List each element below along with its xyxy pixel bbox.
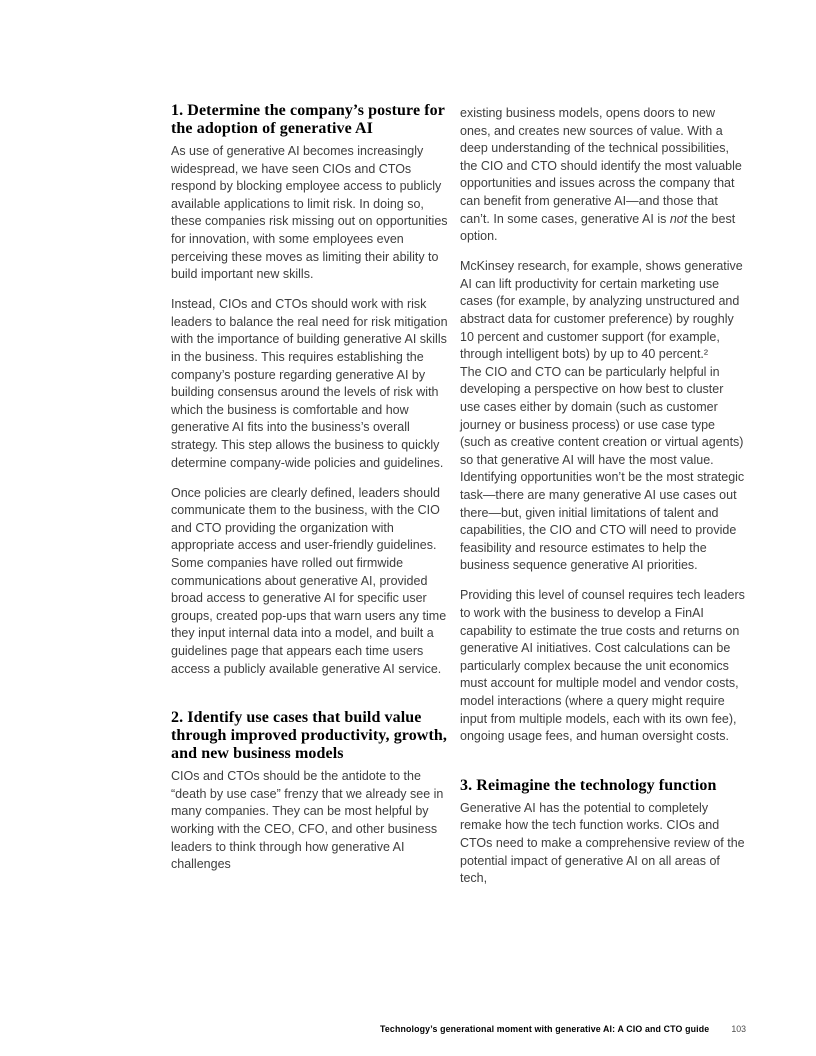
section-1-paragraph-2: Instead, CIOs and CTOs should work with risk leaders to balance the real need for risk mitigation with the importance of building generative AI skills in the business. This requires establishing the company’s posture regarding generative AI by building consensus around the levels of risk with which the business is comfortable and how generative AI fits into the business’s overall strategy. This step allows the business to quickly determine company-wide policies and guidelines. [171,297,448,470]
continuation-paragraph-1 [460,105,746,246]
paragraph-text: the best option. [460,211,736,244]
paragraph-text: The CIO and CTO can be particularly helpful in developing a perspective on how best to cluster use cases either by domain (such as customer journey or business process) or use case type (such as creative content creation or virtual agents) so that generative AI will have the most value. Identifying opportunities won’t be the most strategic task—there are many generative AI use cases out there—but, given initial limitations of talent and capabilities, the CIO and CTO will need to provide feasibility and resource estimates to help the business sequence generative AI priorities. [460,364,745,573]
paragraph-text: existing business models, opens doors to new ones, and creates new sources of value. With a deep understanding of the technical possibilities, the CIO and CTO should identify the most valuable opportunities and issues across the company that can benefit from generative AI—and those that can’t. In some cases, generative AI is [460,106,742,226]
section-2-continuation [460,105,746,746]
section-1 [171,102,448,678]
continuation-paragraph-2 [460,258,746,575]
page-footer [171,1024,746,1034]
paragraph-text: McKinsey research, for example, shows generative AI can lift productivity for certain marketing use cases (for example, by analyzing unstructured and abstract data for customer preference) by roughly 10 percent and customer support (for example, through intelligent bots) by up to 40 percent.² [460,259,743,362]
two-column-text-area [171,102,746,888]
right-column [460,102,746,888]
section-1-paragraph-1: As use of generative AI becomes increasingly widespread, we have seen CIOs and CTOs respond by blocking employee access to publicly available applications to limit risk. In doing so, these companies risk missing out on opportunities for innovation, with some employees even perceiving these moves as limiting their ability to build important new skills. [171,144,448,282]
section-3-heading: 3. Reimagine the technology function [460,776,717,794]
footer-document-title: Technology’s generational moment with generative AI: A CIO and CTO guide [379,1024,710,1034]
emphasized-word: not [669,211,688,226]
section-1-paragraph-3: Once policies are clearly defined, leaders should communicate them to the business, with the CIO and CTO providing the organization with appropriate access and user-friendly guidelines. Some companies have rolled out firmwide communications about generative AI, provided broad access to generative AI for specific user groups, created pop-ups that warn users any time they input internal data into a model, and built a guidelines page that appears each time users access a publicly available generative AI service. [171,485,447,676]
left-column [171,102,448,888]
section-2-heading: 2. Identify use cases that build value through improved productivity, growth, and new business models [171,709,447,763]
section-2-paragraph-1: CIOs and CTOs should be the antidote to the “death by use case” frenzy that we already see in many companies. They can be most helpful by working with the CEO, CFO, and other business leaders to think through how generative AI challenges [171,769,444,872]
section-2 [171,709,448,874]
section-1-heading: 1. Determine the company’s posture for the adoption of generative AI [171,102,445,137]
section-3-paragraph-1: Generative AI has the potential to completely remake how the tech function works. CIOs and CTOs need to make a comprehensive review of the potential impact of generative AI on all areas of tech, [460,800,745,886]
footer-page-number: 103 [731,1024,746,1034]
continuation-paragraph-3: Providing this level of counsel requires tech leaders to work with the business to develop a FinAI capability to estimate the true costs and returns on generative AI initiatives. Cost calculations can be particularly complex because the unit economics must account for multiple model and vendor costs, model interactions (where a query might require input from multiple models, each with its own fee), ongoing usage fees, and human oversight costs. [460,588,745,744]
section-3 [460,777,746,888]
